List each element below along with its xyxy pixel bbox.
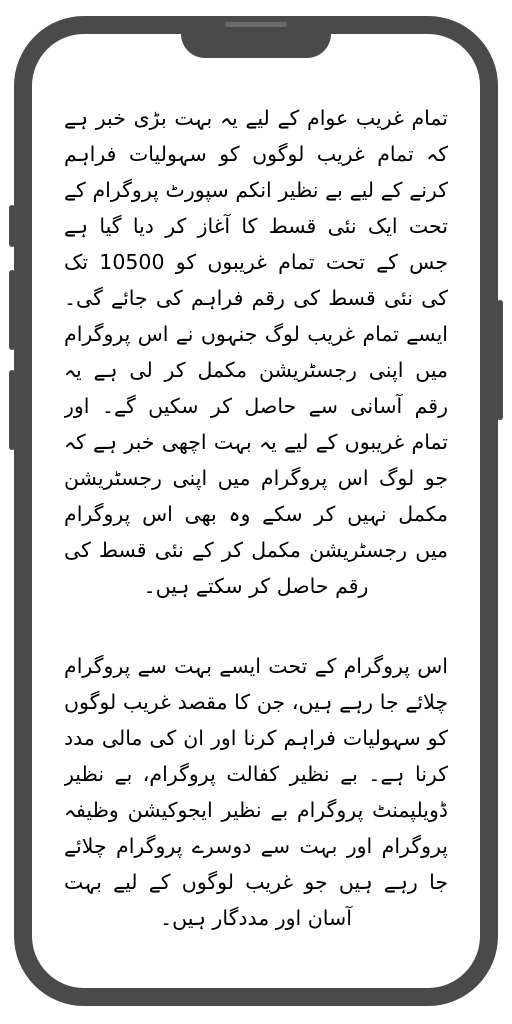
- article-body: [64, 100, 448, 958]
- phone-frame: [14, 16, 498, 1006]
- speaker-grille: [225, 22, 287, 27]
- phone-notch: [181, 16, 331, 58]
- article-paragraph: تمام غریب عوام کے لیے یہ بہت بڑی خبر ہے کہ تمام غریب لوگوں کو سہولیات فراہم کرنے کے لیے بے نظیر انکم سپورٹ پروگرام کے تحت ایک نئی قسط کا آغاز کر دیا گیا ہے جس کے تحت تمام غریبوں کو 10500 تک کی نئی قسط کی رقم فراہم کی جائے گی۔ ایسے تمام غریب لوگ جنہوں نے اس پروگرام میں اپنی رجسٹریشن مکمل کر لی ہے یہ رقم آسانی سے حاصل کر سکیں گے۔ اور تمام غریبوں کے لیے یہ بہت اچھی خبر ہے کہ جو لوگ اس پروگرام میں اپنی رجسٹریشن مکمل نہیں کر سکے وہ بھی اس پروگرام میں رجسٹریشن مکمل کر کے نئی قسط کی رقم حاصل کر سکتے ہیں۔: [64, 106, 448, 598]
- article-paragraph: اس پروگرام کے تحت ایسے بہت سے پروگرام چلائے جا رہے ہیں، جن کا مقصد غریب لوگوں کو سہولیات فراہم کرنا اور ان کی مالی مدد کرنا ہے۔ بے نظیر کفالت پروگرام، بے نظیر ڈویلپمنٹ پروگرام بے نظیر ایجوکیشن وظیفہ پروگرام اور بہت سے دوسرے پروگرام چلائے جا رہے ہیں جو غریب لوگوں کے لیے بہت آسان اور مددگار ہیں۔: [64, 654, 448, 930]
